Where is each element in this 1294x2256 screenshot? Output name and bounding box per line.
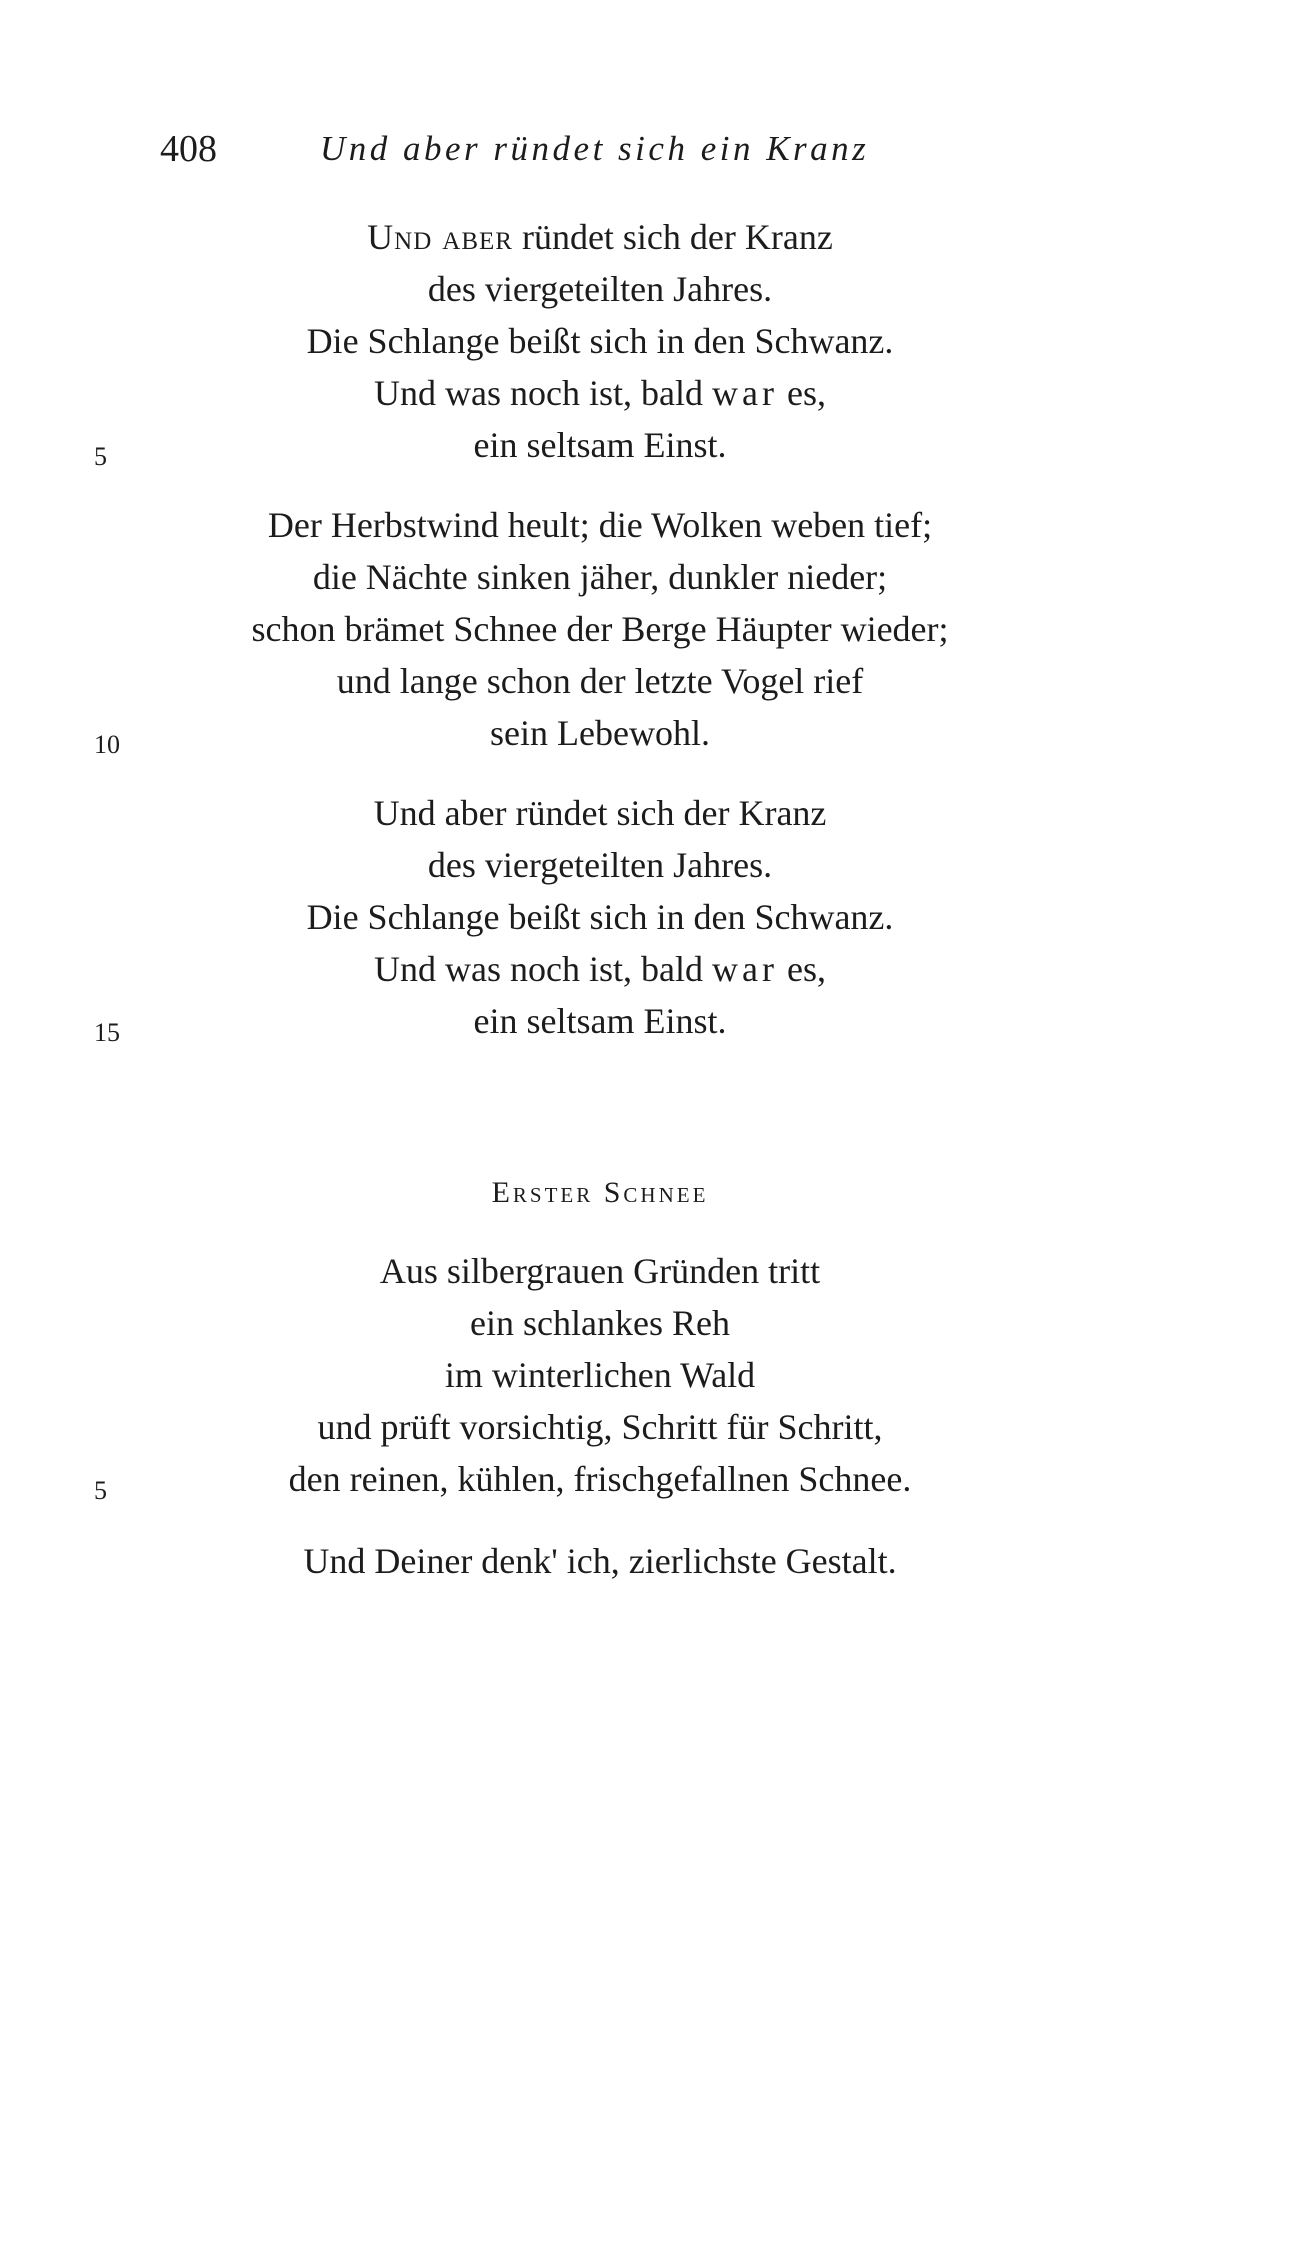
line-number: 5 <box>94 442 107 471</box>
line-text: Und was noch ist, bald <box>374 949 712 989</box>
poem-line: schon brämet Schnee der Berge Häupter wieder; <box>251 609 949 649</box>
poem-line <box>0 944 1200 994</box>
poem-line: des viergeteilten Jahres. <box>427 845 773 885</box>
line-number: 10 <box>94 730 120 759</box>
poem-line: ein seltsam Einst. <box>473 425 727 465</box>
line-number: 15 <box>94 1018 120 1047</box>
poem-line <box>0 368 1200 418</box>
small-caps-lead: Und aber <box>367 217 513 257</box>
poem-line: Die Schlange beißt sich in den Schwanz. <box>306 897 894 937</box>
page-number: 408 <box>160 128 217 170</box>
poem-line: Der Herbstwind heult; die Wolken weben tief; <box>267 505 933 545</box>
line-text: Und was noch ist, bald <box>374 373 712 413</box>
poem-line: Und Deiner denk' ich, zierlichste Gestalt. <box>303 1541 897 1581</box>
line-text: ründet sich der Kranz <box>512 217 833 257</box>
poem-line <box>0 212 1200 262</box>
poem-line: die Nächte sinken jäher, dunkler nieder; <box>312 557 888 597</box>
spaced-word: war <box>712 373 778 413</box>
poem-line: im winterlichen Wald <box>444 1355 756 1395</box>
poem-line: und lange schon der letzte Vogel rief <box>336 661 864 701</box>
poem-line: Und aber ründet sich der Kranz <box>373 793 827 833</box>
running-title: Und aber ründet sich ein Kranz <box>320 129 870 168</box>
poem-title: Erster Schnee <box>491 1176 709 1209</box>
poem-line: ein seltsam Einst. <box>473 1001 727 1041</box>
running-head <box>160 124 890 174</box>
poem-line: und prüft vorsichtig, Schritt für Schritt, <box>317 1407 883 1447</box>
line-text: es, <box>777 373 826 413</box>
poem-line: Aus silbergrauen Gründen tritt <box>379 1251 821 1291</box>
spaced-word: war <box>712 949 778 989</box>
poem-line: den reinen, kühlen, frischgefallnen Schnee. <box>288 1459 912 1499</box>
poem-line: ein schlankes Reh <box>470 1303 730 1343</box>
poem-line: Die Schlange beißt sich in den Schwanz. <box>306 321 894 361</box>
poem-line: sein Lebewohl. <box>490 713 710 753</box>
line-number: 5 <box>94 1476 107 1505</box>
line-text: es, <box>777 949 826 989</box>
poem-line: des viergeteilten Jahres. <box>427 269 773 309</box>
